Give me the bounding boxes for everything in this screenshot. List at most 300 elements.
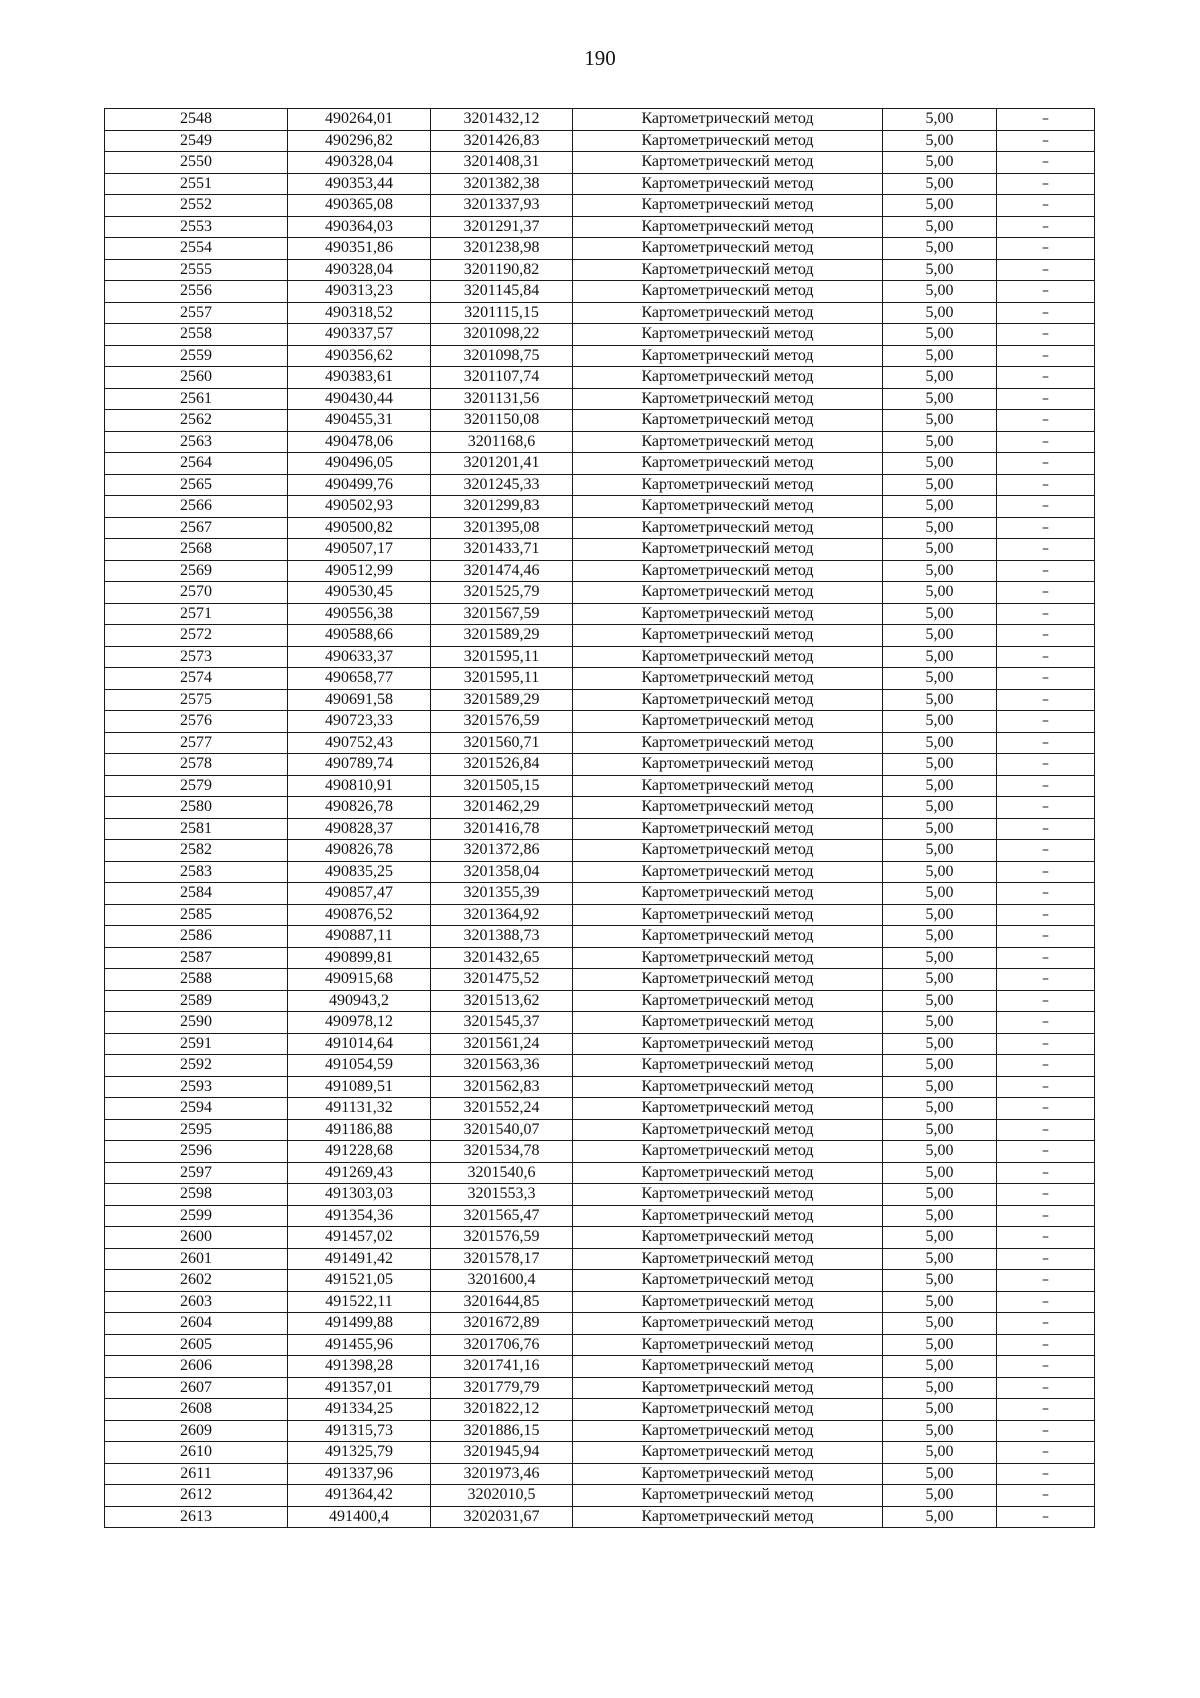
x-coordinate-cell: 491457,02	[288, 1227, 431, 1249]
x-coordinate-cell: 490752,43	[288, 732, 431, 754]
page-number: 190	[584, 46, 616, 70]
point-number-cell: 2556	[105, 281, 288, 303]
y-coordinate-cell: 3201525,79	[431, 582, 573, 604]
point-number-cell: 2552	[105, 195, 288, 217]
x-coordinate-cell: 490556,38	[288, 603, 431, 625]
note-cell: –	[997, 1442, 1095, 1464]
y-coordinate-cell: 3201595,11	[431, 646, 573, 668]
point-number-cell: 2555	[105, 259, 288, 281]
note-cell: –	[997, 431, 1095, 453]
table-row	[105, 646, 1095, 668]
table-row	[105, 1356, 1095, 1378]
accuracy-cell: 5,00	[883, 904, 997, 926]
accuracy-cell: 5,00	[883, 1119, 997, 1141]
point-number-cell: 2579	[105, 775, 288, 797]
note-cell: –	[997, 1098, 1095, 1120]
y-coordinate-cell: 3201408,31	[431, 152, 573, 174]
note-cell: –	[997, 1248, 1095, 1270]
x-coordinate-cell: 490588,66	[288, 625, 431, 647]
note-cell: –	[997, 1506, 1095, 1528]
y-coordinate-cell: 3201589,29	[431, 689, 573, 711]
point-number-cell: 2592	[105, 1055, 288, 1077]
note-cell: –	[997, 1141, 1095, 1163]
note-cell: –	[997, 1119, 1095, 1141]
method-cell: Картометрический метод	[573, 539, 883, 561]
note-cell: –	[997, 775, 1095, 797]
y-coordinate-cell: 3201560,71	[431, 732, 573, 754]
accuracy-cell: 5,00	[883, 1334, 997, 1356]
note-cell: –	[997, 109, 1095, 131]
table-row	[105, 926, 1095, 948]
point-number-cell: 2608	[105, 1399, 288, 1421]
note-cell: –	[997, 1184, 1095, 1206]
accuracy-cell: 5,00	[883, 775, 997, 797]
method-cell: Картометрический метод	[573, 1012, 883, 1034]
coordinates-table	[104, 108, 1095, 1528]
note-cell: –	[997, 1012, 1095, 1034]
accuracy-cell: 5,00	[883, 1227, 997, 1249]
point-number-cell: 2601	[105, 1248, 288, 1270]
point-number-cell: 2582	[105, 840, 288, 862]
point-number-cell: 2602	[105, 1270, 288, 1292]
note-cell: –	[997, 926, 1095, 948]
accuracy-cell: 5,00	[883, 840, 997, 862]
accuracy-cell: 5,00	[883, 517, 997, 539]
x-coordinate-cell: 491315,73	[288, 1420, 431, 1442]
note-cell: –	[997, 711, 1095, 733]
point-number-cell: 2566	[105, 496, 288, 518]
table-row	[105, 345, 1095, 367]
note-cell: –	[997, 668, 1095, 690]
accuracy-cell: 5,00	[883, 109, 997, 131]
x-coordinate-cell: 491521,05	[288, 1270, 431, 1292]
note-cell: –	[997, 388, 1095, 410]
y-coordinate-cell: 3201201,41	[431, 453, 573, 475]
method-cell: Картометрический метод	[573, 517, 883, 539]
note-cell: –	[997, 1334, 1095, 1356]
table-row	[105, 1119, 1095, 1141]
note-cell: –	[997, 1291, 1095, 1313]
y-coordinate-cell: 3201098,22	[431, 324, 573, 346]
note-cell: –	[997, 302, 1095, 324]
method-cell: Картометрический метод	[573, 818, 883, 840]
method-cell: Картометрический метод	[573, 1270, 883, 1292]
point-number-cell: 2570	[105, 582, 288, 604]
point-number-cell: 2568	[105, 539, 288, 561]
x-coordinate-cell: 491522,11	[288, 1291, 431, 1313]
table-row	[105, 1162, 1095, 1184]
method-cell: Картометрический метод	[573, 130, 883, 152]
table-row	[105, 259, 1095, 281]
table-row	[105, 775, 1095, 797]
table-row	[105, 195, 1095, 217]
y-coordinate-cell: 3201150,08	[431, 410, 573, 432]
point-number-cell: 2558	[105, 324, 288, 346]
y-coordinate-cell: 3201779,79	[431, 1377, 573, 1399]
point-number-cell: 2591	[105, 1033, 288, 1055]
method-cell: Картометрический метод	[573, 1506, 883, 1528]
method-cell: Картометрический метод	[573, 1399, 883, 1421]
method-cell: Картометрический метод	[573, 1313, 883, 1335]
point-number-cell: 2574	[105, 668, 288, 690]
note-cell: –	[997, 130, 1095, 152]
y-coordinate-cell: 3201426,83	[431, 130, 573, 152]
accuracy-cell: 5,00	[883, 216, 997, 238]
method-cell: Картометрический метод	[573, 646, 883, 668]
x-coordinate-cell: 491357,01	[288, 1377, 431, 1399]
accuracy-cell: 5,00	[883, 1485, 997, 1507]
note-cell: –	[997, 947, 1095, 969]
point-number-cell: 2551	[105, 173, 288, 195]
point-number-cell: 2585	[105, 904, 288, 926]
point-number-cell: 2604	[105, 1313, 288, 1335]
accuracy-cell: 5,00	[883, 732, 997, 754]
point-number-cell: 2580	[105, 797, 288, 819]
method-cell: Картометрический метод	[573, 1184, 883, 1206]
y-coordinate-cell: 3201475,52	[431, 969, 573, 991]
point-number-cell: 2576	[105, 711, 288, 733]
x-coordinate-cell: 490826,78	[288, 840, 431, 862]
method-cell: Картометрический метод	[573, 1076, 883, 1098]
note-cell: –	[997, 797, 1095, 819]
x-coordinate-cell: 490723,33	[288, 711, 431, 733]
x-coordinate-cell: 491089,51	[288, 1076, 431, 1098]
x-coordinate-cell: 490899,81	[288, 947, 431, 969]
x-coordinate-cell: 491054,59	[288, 1055, 431, 1077]
accuracy-cell: 5,00	[883, 1098, 997, 1120]
point-number-cell: 2578	[105, 754, 288, 776]
y-coordinate-cell: 3201565,47	[431, 1205, 573, 1227]
y-coordinate-cell: 3201672,89	[431, 1313, 573, 1335]
method-cell: Картометрический метод	[573, 1420, 883, 1442]
method-cell: Картометрический метод	[573, 281, 883, 303]
y-coordinate-cell: 3201945,94	[431, 1442, 573, 1464]
table-row	[105, 1463, 1095, 1485]
x-coordinate-cell: 490507,17	[288, 539, 431, 561]
point-number-cell: 2564	[105, 453, 288, 475]
point-number-cell: 2549	[105, 130, 288, 152]
note-cell: –	[997, 152, 1095, 174]
y-coordinate-cell: 3201644,85	[431, 1291, 573, 1313]
x-coordinate-cell: 490512,99	[288, 560, 431, 582]
method-cell: Картометрический метод	[573, 1248, 883, 1270]
table-row	[105, 969, 1095, 991]
method-cell: Картометрический метод	[573, 109, 883, 131]
accuracy-cell: 5,00	[883, 668, 997, 690]
x-coordinate-cell: 490530,45	[288, 582, 431, 604]
x-coordinate-cell: 491131,32	[288, 1098, 431, 1120]
table-row	[105, 754, 1095, 776]
point-number-cell: 2571	[105, 603, 288, 625]
point-number-cell: 2548	[105, 109, 288, 131]
x-coordinate-cell: 491186,88	[288, 1119, 431, 1141]
y-coordinate-cell: 3201822,12	[431, 1399, 573, 1421]
note-cell: –	[997, 840, 1095, 862]
x-coordinate-cell: 490264,01	[288, 109, 431, 131]
table-row	[105, 1098, 1095, 1120]
accuracy-cell: 5,00	[883, 861, 997, 883]
table-row	[105, 711, 1095, 733]
method-cell: Картометрический метод	[573, 1334, 883, 1356]
table-row	[105, 1420, 1095, 1442]
note-cell: –	[997, 367, 1095, 389]
accuracy-cell: 5,00	[883, 1033, 997, 1055]
note-cell: –	[997, 1033, 1095, 1055]
note-cell: –	[997, 1377, 1095, 1399]
accuracy-cell: 5,00	[883, 797, 997, 819]
accuracy-cell: 5,00	[883, 173, 997, 195]
y-coordinate-cell: 3201395,08	[431, 517, 573, 539]
point-number-cell: 2606	[105, 1356, 288, 1378]
note-cell: –	[997, 1227, 1095, 1249]
table-row	[105, 668, 1095, 690]
accuracy-cell: 5,00	[883, 1377, 997, 1399]
note-cell: –	[997, 1356, 1095, 1378]
note-cell: –	[997, 259, 1095, 281]
method-cell: Картометрический метод	[573, 775, 883, 797]
point-number-cell: 2562	[105, 410, 288, 432]
y-coordinate-cell: 3201388,73	[431, 926, 573, 948]
x-coordinate-cell: 490499,76	[288, 474, 431, 496]
table-row	[105, 453, 1095, 475]
y-coordinate-cell: 3201563,36	[431, 1055, 573, 1077]
y-coordinate-cell: 3201115,15	[431, 302, 573, 324]
accuracy-cell: 5,00	[883, 238, 997, 260]
x-coordinate-cell: 491334,25	[288, 1399, 431, 1421]
y-coordinate-cell: 3201416,78	[431, 818, 573, 840]
x-coordinate-cell: 490502,93	[288, 496, 431, 518]
y-coordinate-cell: 3201600,4	[431, 1270, 573, 1292]
note-cell: –	[997, 453, 1095, 475]
y-coordinate-cell: 3201474,46	[431, 560, 573, 582]
method-cell: Картометрический метод	[573, 1485, 883, 1507]
method-cell: Картометрический метод	[573, 797, 883, 819]
point-number-cell: 2573	[105, 646, 288, 668]
note-cell: –	[997, 216, 1095, 238]
table-row	[105, 560, 1095, 582]
accuracy-cell: 5,00	[883, 1420, 997, 1442]
point-number-cell: 2588	[105, 969, 288, 991]
method-cell: Картометрический метод	[573, 367, 883, 389]
point-number-cell: 2605	[105, 1334, 288, 1356]
note-cell: –	[997, 1055, 1095, 1077]
y-coordinate-cell: 3201552,24	[431, 1098, 573, 1120]
method-cell: Картометрический метод	[573, 173, 883, 195]
note-cell: –	[997, 1162, 1095, 1184]
method-cell: Картометрический метод	[573, 1162, 883, 1184]
point-number-cell: 2553	[105, 216, 288, 238]
accuracy-cell: 5,00	[883, 281, 997, 303]
note-cell: –	[997, 517, 1095, 539]
point-number-cell: 2567	[105, 517, 288, 539]
x-coordinate-cell: 491303,03	[288, 1184, 431, 1206]
method-cell: Картометрический метод	[573, 689, 883, 711]
x-coordinate-cell: 490496,05	[288, 453, 431, 475]
point-number-cell: 2593	[105, 1076, 288, 1098]
x-coordinate-cell: 490353,44	[288, 173, 431, 195]
y-coordinate-cell: 3201595,11	[431, 668, 573, 690]
method-cell: Картометрический метод	[573, 582, 883, 604]
x-coordinate-cell: 490351,86	[288, 238, 431, 260]
coordinates-table-body	[105, 109, 1095, 1528]
y-coordinate-cell: 3201145,84	[431, 281, 573, 303]
y-coordinate-cell: 3201973,46	[431, 1463, 573, 1485]
method-cell: Картометрический метод	[573, 1141, 883, 1163]
method-cell: Картометрический метод	[573, 1442, 883, 1464]
y-coordinate-cell: 3201299,83	[431, 496, 573, 518]
table-row	[105, 1377, 1095, 1399]
x-coordinate-cell: 490430,44	[288, 388, 431, 410]
method-cell: Картометрический метод	[573, 603, 883, 625]
note-cell: –	[997, 1420, 1095, 1442]
note-cell: –	[997, 496, 1095, 518]
table-row	[105, 1399, 1095, 1421]
accuracy-cell: 5,00	[883, 302, 997, 324]
note-cell: –	[997, 474, 1095, 496]
accuracy-cell: 5,00	[883, 453, 997, 475]
x-coordinate-cell: 490328,04	[288, 152, 431, 174]
accuracy-cell: 5,00	[883, 1055, 997, 1077]
method-cell: Картометрический метод	[573, 990, 883, 1012]
table-row	[105, 517, 1095, 539]
note-cell: –	[997, 238, 1095, 260]
table-row	[105, 625, 1095, 647]
x-coordinate-cell: 490691,58	[288, 689, 431, 711]
table-row	[105, 367, 1095, 389]
method-cell: Картометрический метод	[573, 904, 883, 926]
y-coordinate-cell: 3201245,33	[431, 474, 573, 496]
table-row	[105, 281, 1095, 303]
accuracy-cell: 5,00	[883, 560, 997, 582]
method-cell: Картометрический метод	[573, 861, 883, 883]
x-coordinate-cell: 490364,03	[288, 216, 431, 238]
note-cell: –	[997, 969, 1095, 991]
y-coordinate-cell: 3201291,37	[431, 216, 573, 238]
note-cell: –	[997, 1205, 1095, 1227]
method-cell: Картометрический метод	[573, 195, 883, 217]
x-coordinate-cell: 490658,77	[288, 668, 431, 690]
point-number-cell: 2575	[105, 689, 288, 711]
accuracy-cell: 5,00	[883, 582, 997, 604]
accuracy-cell: 5,00	[883, 711, 997, 733]
method-cell: Картометрический метод	[573, 732, 883, 754]
point-number-cell: 2603	[105, 1291, 288, 1313]
method-cell: Картометрический метод	[573, 496, 883, 518]
note-cell: –	[997, 560, 1095, 582]
x-coordinate-cell: 490826,78	[288, 797, 431, 819]
accuracy-cell: 5,00	[883, 625, 997, 647]
method-cell: Картометрический метод	[573, 238, 883, 260]
point-number-cell: 2596	[105, 1141, 288, 1163]
note-cell: –	[997, 754, 1095, 776]
y-coordinate-cell: 3201562,83	[431, 1076, 573, 1098]
x-coordinate-cell: 491455,96	[288, 1334, 431, 1356]
method-cell: Картометрический метод	[573, 668, 883, 690]
x-coordinate-cell: 490383,61	[288, 367, 431, 389]
note-cell: –	[997, 195, 1095, 217]
x-coordinate-cell: 490887,11	[288, 926, 431, 948]
x-coordinate-cell: 491354,36	[288, 1205, 431, 1227]
point-number-cell: 2554	[105, 238, 288, 260]
y-coordinate-cell: 3201355,39	[431, 883, 573, 905]
point-number-cell: 2597	[105, 1162, 288, 1184]
note-cell: –	[997, 1463, 1095, 1485]
note-cell: –	[997, 173, 1095, 195]
table-row	[105, 152, 1095, 174]
x-coordinate-cell: 490500,82	[288, 517, 431, 539]
y-coordinate-cell: 3201372,86	[431, 840, 573, 862]
table-row	[105, 1055, 1095, 1077]
accuracy-cell: 5,00	[883, 367, 997, 389]
note-cell: –	[997, 732, 1095, 754]
x-coordinate-cell: 490876,52	[288, 904, 431, 926]
accuracy-cell: 5,00	[883, 990, 997, 1012]
accuracy-cell: 5,00	[883, 130, 997, 152]
method-cell: Картометрический метод	[573, 1291, 883, 1313]
note-cell: –	[997, 1313, 1095, 1335]
note-cell: –	[997, 1270, 1095, 1292]
point-number-cell: 2589	[105, 990, 288, 1012]
y-coordinate-cell: 3201382,38	[431, 173, 573, 195]
table-row	[105, 130, 1095, 152]
table-row	[105, 1506, 1095, 1528]
accuracy-cell: 5,00	[883, 1442, 997, 1464]
x-coordinate-cell: 491325,79	[288, 1442, 431, 1464]
point-number-cell: 2609	[105, 1420, 288, 1442]
point-number-cell: 2587	[105, 947, 288, 969]
x-coordinate-cell: 490318,52	[288, 302, 431, 324]
point-number-cell: 2572	[105, 625, 288, 647]
y-coordinate-cell: 3201561,24	[431, 1033, 573, 1055]
method-cell: Картометрический метод	[573, 410, 883, 432]
point-number-cell: 2590	[105, 1012, 288, 1034]
x-coordinate-cell: 491364,42	[288, 1485, 431, 1507]
table-row	[105, 1248, 1095, 1270]
note-cell: –	[997, 324, 1095, 346]
accuracy-cell: 5,00	[883, 195, 997, 217]
accuracy-cell: 5,00	[883, 152, 997, 174]
x-coordinate-cell: 490828,37	[288, 818, 431, 840]
table-row	[105, 539, 1095, 561]
method-cell: Картометрический метод	[573, 1119, 883, 1141]
point-number-cell: 2581	[105, 818, 288, 840]
table-row	[105, 1184, 1095, 1206]
accuracy-cell: 5,00	[883, 1012, 997, 1034]
table-row	[105, 496, 1095, 518]
accuracy-cell: 5,00	[883, 345, 997, 367]
accuracy-cell: 5,00	[883, 259, 997, 281]
point-number-cell: 2599	[105, 1205, 288, 1227]
y-coordinate-cell: 3201433,71	[431, 539, 573, 561]
table-row	[105, 109, 1095, 131]
point-number-cell: 2598	[105, 1184, 288, 1206]
note-cell: –	[997, 861, 1095, 883]
table-row	[105, 582, 1095, 604]
method-cell: Картометрический метод	[573, 388, 883, 410]
point-number-cell: 2550	[105, 152, 288, 174]
table-row	[105, 238, 1095, 260]
accuracy-cell: 5,00	[883, 603, 997, 625]
table-row	[105, 324, 1095, 346]
note-cell: –	[997, 582, 1095, 604]
x-coordinate-cell: 491398,28	[288, 1356, 431, 1378]
accuracy-cell: 5,00	[883, 818, 997, 840]
y-coordinate-cell: 3201578,17	[431, 1248, 573, 1270]
method-cell: Картометрический метод	[573, 883, 883, 905]
method-cell: Картометрический метод	[573, 1055, 883, 1077]
point-number-cell: 2563	[105, 431, 288, 453]
table-row	[105, 410, 1095, 432]
